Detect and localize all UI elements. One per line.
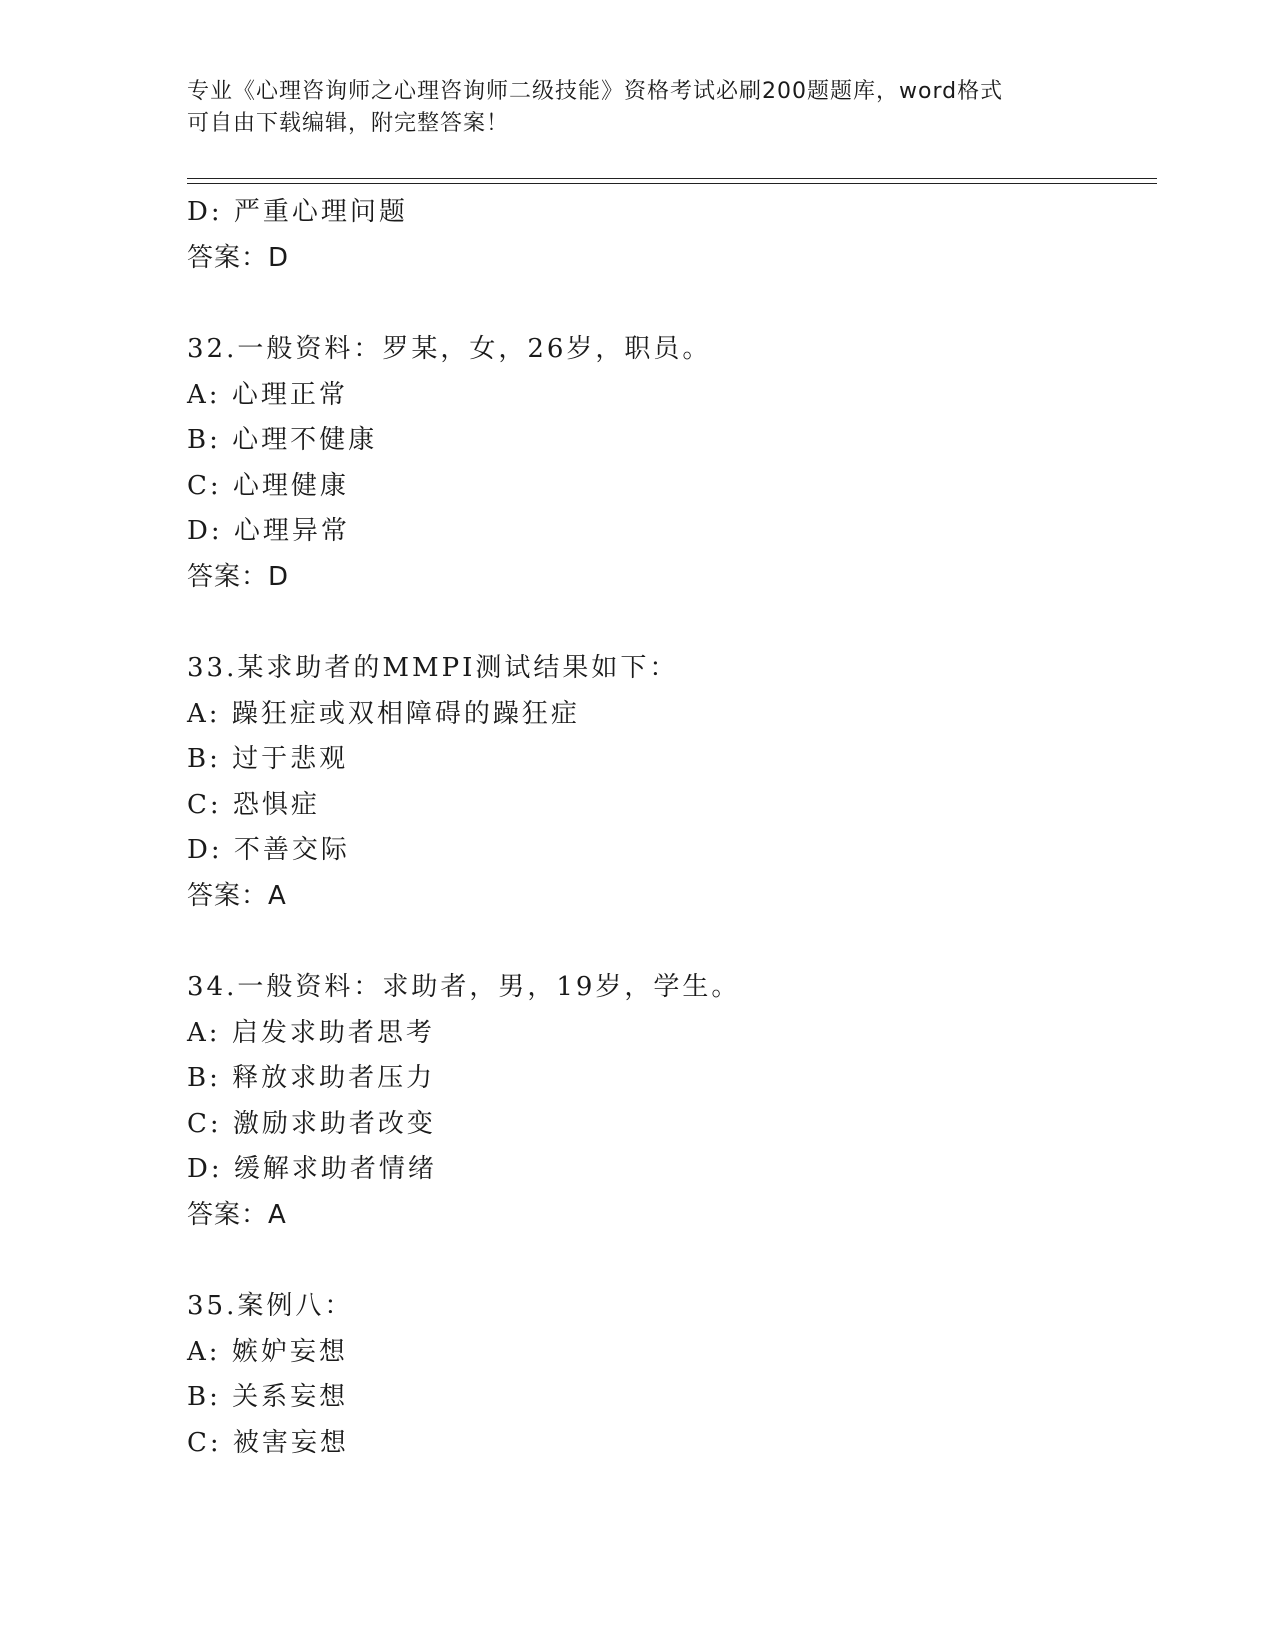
option-c — [187, 783, 1137, 829]
option-label: C: — [187, 470, 222, 501]
question-stem: 32.一般资料：罗某，女，26岁，职员。 — [187, 334, 712, 364]
option-text: 过于悲观 — [232, 744, 349, 774]
header-divider-top — [187, 178, 1157, 179]
header-line-1: 专业《心理咨询师之心理咨询师二级技能》资格考试必刷200题题库，word格式 — [187, 79, 1004, 104]
option-text: 启发求助者思考 — [231, 1017, 435, 1048]
option-label: C: — [187, 1427, 222, 1458]
option-text: 关系妄想 — [232, 1382, 349, 1412]
option-text: 被害妄想 — [232, 1427, 349, 1458]
option-text: 激励求助者改变 — [232, 1108, 436, 1139]
option-label: C: — [187, 789, 222, 820]
answer-line: 答案：A — [187, 880, 287, 911]
answer-line: 答案：D — [187, 242, 290, 273]
option-a — [187, 1011, 1137, 1057]
option-label: A: — [187, 698, 221, 729]
option-label: B: — [187, 1063, 221, 1093]
question-list — [187, 190, 1137, 1466]
question-stem: 33.某求助者的MMPI测试结果如下： — [187, 653, 679, 683]
option-text: 心理正常 — [231, 379, 348, 410]
option-b — [187, 737, 1137, 783]
option-d — [187, 828, 1137, 874]
option-label: A: — [187, 379, 221, 410]
option-label: C: — [187, 1108, 222, 1139]
document-header — [187, 76, 1087, 140]
option-text: 心理健康 — [232, 470, 349, 501]
option-label: B: — [187, 1382, 221, 1412]
answer-line: 答案：D — [187, 561, 290, 592]
question-stem: 35.案例八： — [187, 1291, 354, 1321]
option-c — [187, 1421, 1137, 1467]
option-b — [187, 418, 1137, 464]
option-d — [187, 1147, 1137, 1193]
option-label: D: — [187, 516, 223, 546]
option-label: A: — [187, 1336, 221, 1367]
option-c — [187, 1102, 1137, 1148]
question-block — [187, 1284, 1137, 1466]
option-a — [187, 373, 1137, 419]
option-label: B: — [187, 425, 221, 455]
option-b — [187, 1375, 1137, 1421]
option-text: 严重心理问题 — [233, 197, 408, 227]
option-label: B: — [187, 744, 221, 774]
option-text: 嫉妒妄想 — [231, 1336, 348, 1367]
question-stem: 34.一般资料：求助者，男，19岁，学生。 — [187, 972, 741, 1002]
question-block — [187, 965, 1137, 1238]
option-label: D: — [187, 1154, 223, 1184]
option-label: D: — [187, 197, 223, 227]
header-line-2: 可自由下载编辑，附完整答案！ — [187, 111, 510, 136]
option-text: 恐惧症 — [232, 789, 320, 820]
option-text: 不善交际 — [233, 835, 350, 865]
option-d — [187, 190, 1137, 236]
option-text: 释放求助者压力 — [232, 1063, 436, 1093]
option-label: A: — [187, 1017, 221, 1048]
header-divider-bottom — [187, 183, 1157, 184]
option-text: 心理不健康 — [232, 425, 378, 455]
option-c — [187, 464, 1137, 510]
answer-line: 答案：A — [187, 1199, 287, 1230]
option-text: 心理异常 — [233, 516, 350, 546]
question-block — [187, 646, 1137, 919]
option-d — [187, 509, 1137, 555]
option-label: D: — [187, 835, 223, 865]
option-a — [187, 1330, 1137, 1376]
option-text: 缓解求助者情绪 — [233, 1154, 437, 1184]
option-text: 躁狂症或双相障碍的躁狂症 — [231, 698, 580, 729]
option-b — [187, 1056, 1137, 1102]
option-a — [187, 692, 1137, 738]
question-block — [187, 327, 1137, 600]
